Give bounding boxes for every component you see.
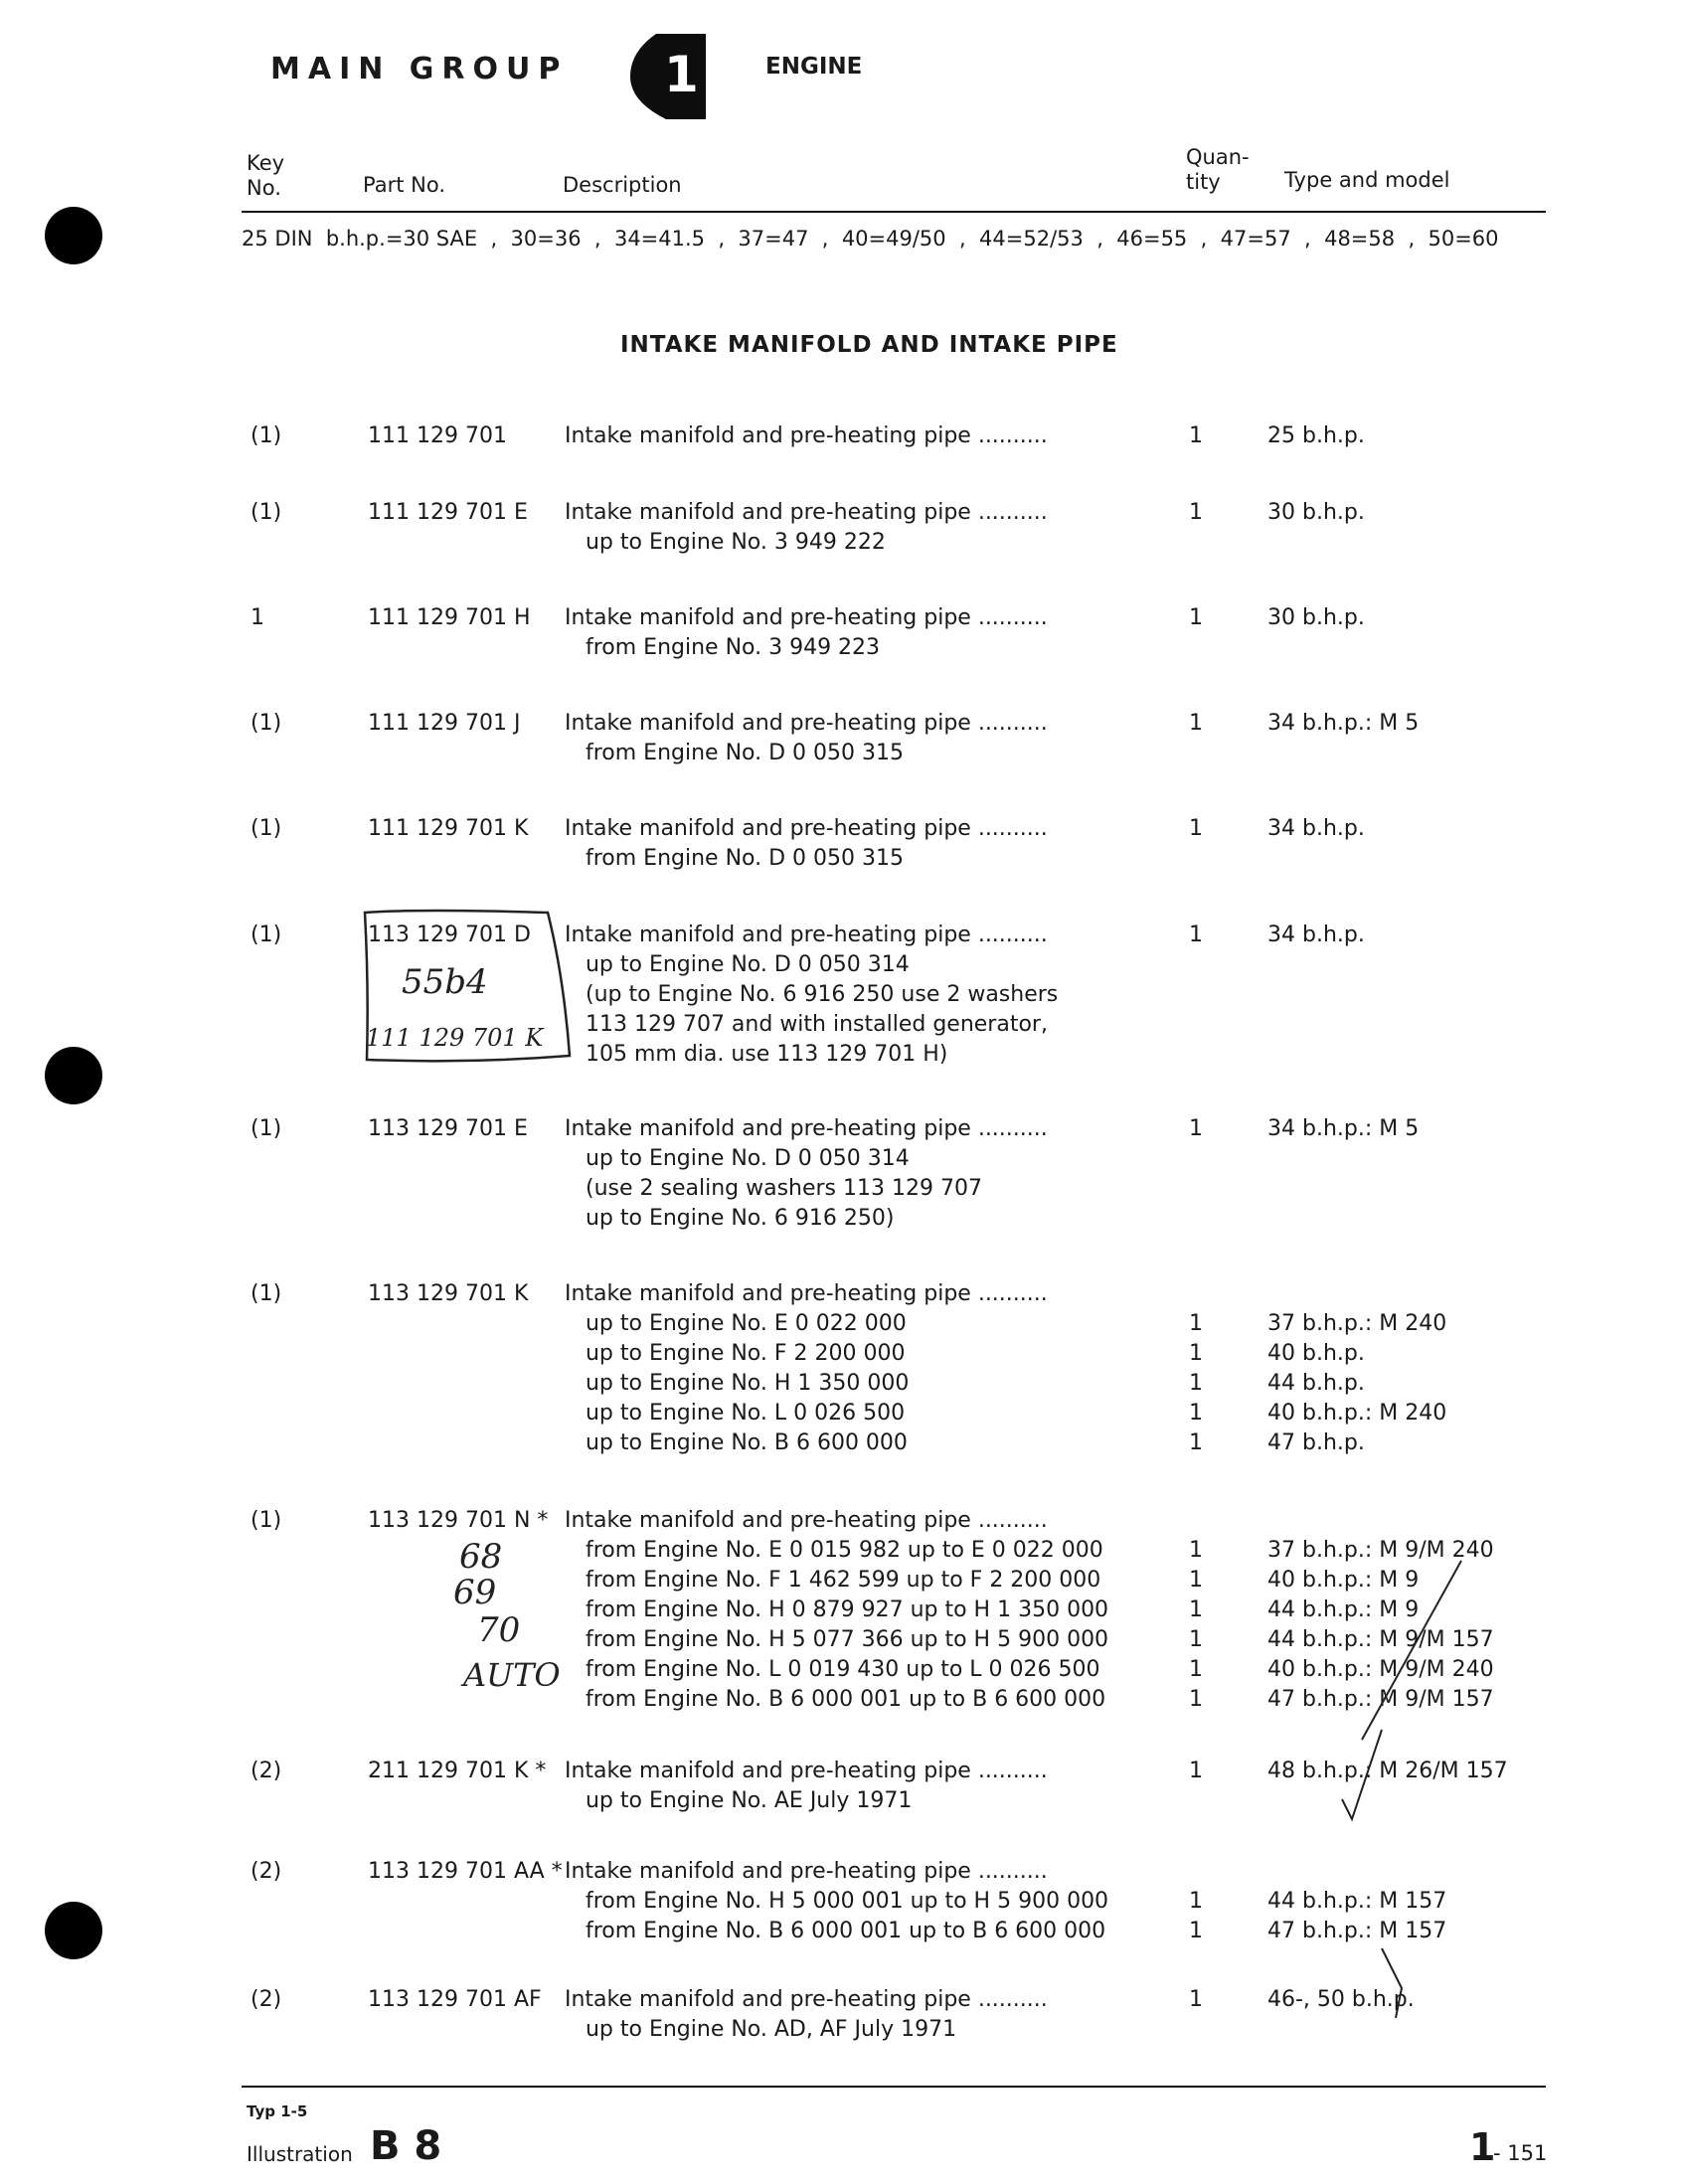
entry-quantity: 1 bbox=[1189, 816, 1203, 841]
hp-conversion-line: 25 DIN b.h.p.=30 SAE , 30=36 , 34=41.5 , 37=47 , 40=49/50 , 44=52/53 , 46=55 , 47=57 , 48=58 , 50=60 bbox=[242, 227, 1499, 251]
entry-description: Intake manifold and pre-heating pipe .......... up to Engine No. E 0 022 000 up to Engine No. F 2 200 000 up to Engine No. H 1 350 000 up to Engine No. L 0 026 500 up to Engine No. B 6 600 000 bbox=[565, 1281, 1048, 1455]
entry-description: Intake manifold and pre-heating pipe .......... bbox=[565, 423, 1048, 448]
col-key-header: Key No. bbox=[247, 151, 285, 200]
entry-part-number: 113 129 701 AA * bbox=[368, 1859, 563, 1884]
binder-hole-3 bbox=[45, 1902, 102, 1959]
entry-description: Intake manifold and pre-heating pipe .......... from Engine No. H 5 000 001 up to H 5 900 000 from Engine No. B 6 000 001 up to B 6 600 000 bbox=[565, 1859, 1109, 1943]
entry-quantity: 1 1 1 1 1 1 bbox=[1189, 1538, 1203, 1712]
entry-key: (1) bbox=[251, 816, 282, 841]
entry-quantity: 1 bbox=[1189, 423, 1203, 448]
entry-key: 1 bbox=[251, 605, 264, 630]
binder-hole-1 bbox=[45, 207, 102, 264]
entry-type-model: 37 b.h.p.: M 9/M 240 40 b.h.p.: M 9 44 b.h.p.: M 9 44 b.h.p.: M 9/M 157 40 b.h.p.: M 9/M 240 47 b.h.p.: M 9/M 157 bbox=[1267, 1538, 1494, 1712]
entry-quantity: 1 bbox=[1189, 923, 1203, 947]
group-number-badge bbox=[626, 32, 710, 121]
entry-part-number: 111 129 701 K bbox=[368, 816, 529, 841]
entry-type-model: 44 b.h.p.: M 157 47 b.h.p.: M 157 bbox=[1267, 1889, 1447, 1943]
entry-key: (1) bbox=[251, 1281, 282, 1306]
entry-type-model: 48 b.h.p.: M 26/M 157 bbox=[1267, 1759, 1508, 1783]
entry-part-number: 113 129 701 N * bbox=[368, 1508, 549, 1533]
entry-key: (1) bbox=[251, 423, 282, 448]
entry-type-model: 34 b.h.p. bbox=[1267, 816, 1365, 841]
entry-quantity: 1 bbox=[1189, 1116, 1203, 1141]
handwritten-year-68: 68 bbox=[459, 1537, 503, 1577]
entry-type-model: 34 b.h.p. bbox=[1267, 923, 1365, 947]
entry-key: (2) bbox=[251, 1987, 282, 2012]
handwritten-note-1: 55b4 bbox=[402, 962, 488, 1002]
entry-type-model: 34 b.h.p.: M 5 bbox=[1267, 1116, 1420, 1141]
handwritten-year-70: 70 bbox=[477, 1610, 521, 1650]
entry-type-model: 37 b.h.p.: M 240 40 b.h.p. 44 b.h.p. 40 b.h.p.: M 240 47 b.h.p. bbox=[1267, 1311, 1447, 1455]
entry-part-number: 113 129 701 E bbox=[368, 1116, 528, 1141]
entry-part-number: 113 129 701 AF bbox=[368, 1987, 542, 2012]
entry-key: (2) bbox=[251, 1759, 282, 1783]
col-part-header: Part No. bbox=[363, 173, 445, 197]
handwritten-note-2: 111 129 701 K bbox=[366, 1024, 544, 1052]
entry-type-model: 46-, 50 b.h.p. bbox=[1267, 1987, 1415, 2012]
footer-typ: Typ 1-5 bbox=[247, 2102, 308, 2120]
entry-type-model: 30 b.h.p. bbox=[1267, 500, 1365, 525]
entry-key: (1) bbox=[251, 711, 282, 736]
col-qty-header: Quan- tity bbox=[1186, 145, 1250, 194]
entry-quantity: 1 bbox=[1189, 605, 1203, 630]
col-desc-header: Description bbox=[563, 173, 682, 197]
illustration-label: Illustration bbox=[247, 2142, 353, 2166]
illustration-code: B 8 bbox=[370, 2123, 442, 2169]
entry-quantity: 1 bbox=[1189, 500, 1203, 525]
entry-description: Intake manifold and pre-heating pipe .......... from Engine No. 3 949 223 bbox=[565, 605, 1048, 660]
group-title: ENGINE bbox=[765, 54, 863, 80]
group-number: 1 bbox=[664, 46, 699, 103]
entry-description: Intake manifold and pre-heating pipe .......... up to Engine No. AD, AF July 1971 bbox=[565, 1987, 1048, 2042]
entry-description: Intake manifold and pre-heating pipe .......... up to Engine No. 3 949 222 bbox=[565, 500, 1048, 555]
main-group-label: MAIN GROUP bbox=[270, 52, 569, 86]
entry-quantity: 1 bbox=[1189, 1759, 1203, 1783]
footer-rule bbox=[242, 2086, 1546, 2088]
entry-type-model: 34 b.h.p.: M 5 bbox=[1267, 711, 1420, 736]
entry-key: (1) bbox=[251, 1508, 282, 1533]
entry-quantity: 1 1 bbox=[1189, 1889, 1203, 1943]
entry-part-number: 111 129 701 bbox=[368, 423, 507, 448]
entry-description: Intake manifold and pre-heating pipe .......... up to Engine No. D 0 050 314 (use 2 sealing washers 113 129 707 up to Engine No. 6 916 250) bbox=[565, 1116, 1048, 1231]
entry-part-number: 211 129 701 K * bbox=[368, 1759, 547, 1783]
entry-key: (1) bbox=[251, 1116, 282, 1141]
entry-part-number: 113 129 701 D bbox=[368, 923, 531, 947]
entry-key: (2) bbox=[251, 1859, 282, 1884]
entry-part-number: 111 129 701 E bbox=[368, 500, 528, 525]
entry-quantity: 1 bbox=[1189, 1987, 1203, 2012]
pen-mark-lines bbox=[1322, 1551, 1471, 2068]
entry-description: Intake manifold and pre-heating pipe .......... from Engine No. E 0 015 982 up to E 0 022 000 from Engine No. F 1 462 599 up to F 2 200 000 from Engine No. H 0 879 927 up to H 1 350 000 from Engine No. H 5 077 366 up to H 5 900 000 from Engine No. L 0 019 430 up to L 0 026 500 from Engine No. B 6 000 001 up to B 6 600 000 bbox=[565, 1508, 1109, 1712]
col-type-header: Type and model bbox=[1284, 168, 1450, 192]
page-subnumber: - 151 bbox=[1493, 2141, 1548, 2165]
entry-description: Intake manifold and pre-heating pipe .......... from Engine No. D 0 050 315 bbox=[565, 711, 1048, 765]
entry-quantity: 1 bbox=[1189, 711, 1203, 736]
handwritten-year-69: 69 bbox=[453, 1573, 497, 1612]
entry-description: Intake manifold and pre-heating pipe .......... up to Engine No. D 0 050 314 (up to Engine No. 6 916 250 use 2 washers 113 129 707 and with installed generator, 105 mm dia. use 113 129 701 H) bbox=[565, 923, 1059, 1067]
entry-part-number: 111 129 701 H bbox=[368, 605, 531, 630]
entry-type-model: 25 b.h.p. bbox=[1267, 423, 1365, 448]
entry-part-number: 111 129 701 J bbox=[368, 711, 521, 736]
binder-hole-2 bbox=[45, 1047, 102, 1104]
handwritten-auto: AUTO bbox=[463, 1656, 561, 1694]
section-title: INTAKE MANIFOLD AND INTAKE PIPE bbox=[620, 332, 1118, 358]
entry-part-number: 113 129 701 K bbox=[368, 1281, 529, 1306]
entry-quantity: 1 1 1 1 1 bbox=[1189, 1311, 1203, 1455]
entry-key: (1) bbox=[251, 500, 282, 525]
entry-type-model: 30 b.h.p. bbox=[1267, 605, 1365, 630]
entry-description: Intake manifold and pre-heating pipe .......... up to Engine No. AE July 1971 bbox=[565, 1759, 1048, 1813]
header-rule bbox=[242, 211, 1546, 213]
entry-key: (1) bbox=[251, 923, 282, 947]
page-number: 1 bbox=[1469, 2125, 1496, 2169]
entry-description: Intake manifold and pre-heating pipe .......... from Engine No. D 0 050 315 bbox=[565, 816, 1048, 871]
